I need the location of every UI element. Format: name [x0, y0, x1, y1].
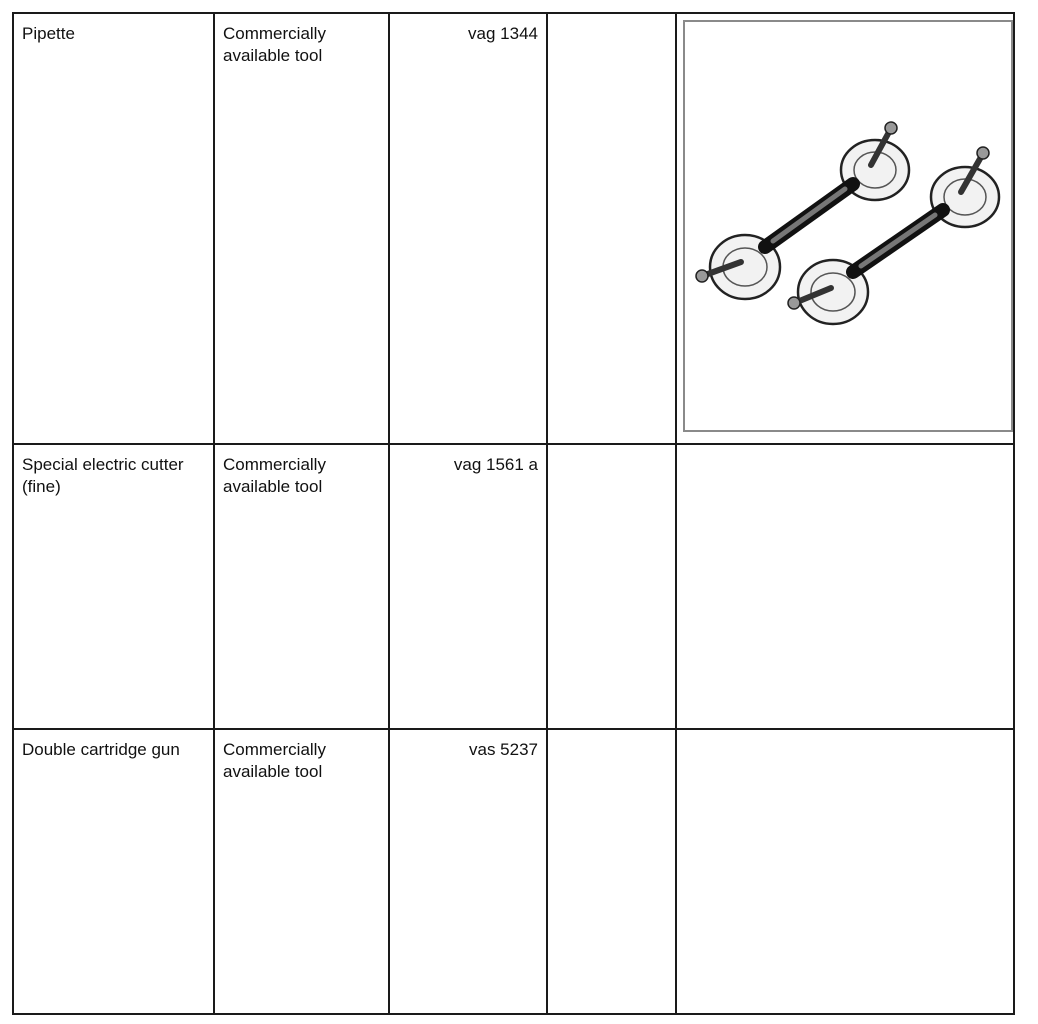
empty-cell	[547, 13, 676, 444]
table-row	[13, 729, 1014, 1014]
table-row	[13, 444, 1014, 729]
suction-lifter-pair-icon	[685, 22, 1011, 430]
tool-name-cell: Pipette	[13, 13, 214, 444]
tool-type-cell: Commercially available tool	[214, 444, 389, 729]
illustration-cell	[676, 444, 1014, 729]
tools-table	[12, 12, 1015, 1015]
tool-name-cell: Special electric cutter (fine)	[13, 444, 214, 729]
tool-number-cell: vas 5237	[389, 729, 547, 1014]
illustration-frame	[683, 20, 1013, 432]
tool-type-cell: Commercially available tool	[214, 13, 389, 444]
table-row	[13, 13, 1014, 444]
empty-cell	[547, 444, 676, 729]
illustration-cell	[676, 13, 1014, 444]
tool-type-cell: Commercially available tool	[214, 729, 389, 1014]
tool-name-cell: Double cartridge gun	[13, 729, 214, 1014]
empty-cell	[547, 729, 676, 1014]
illustration-cell	[676, 729, 1014, 1014]
tool-number-cell: vag 1561 a	[389, 444, 547, 729]
tool-number-cell: vag 1344	[389, 13, 547, 444]
